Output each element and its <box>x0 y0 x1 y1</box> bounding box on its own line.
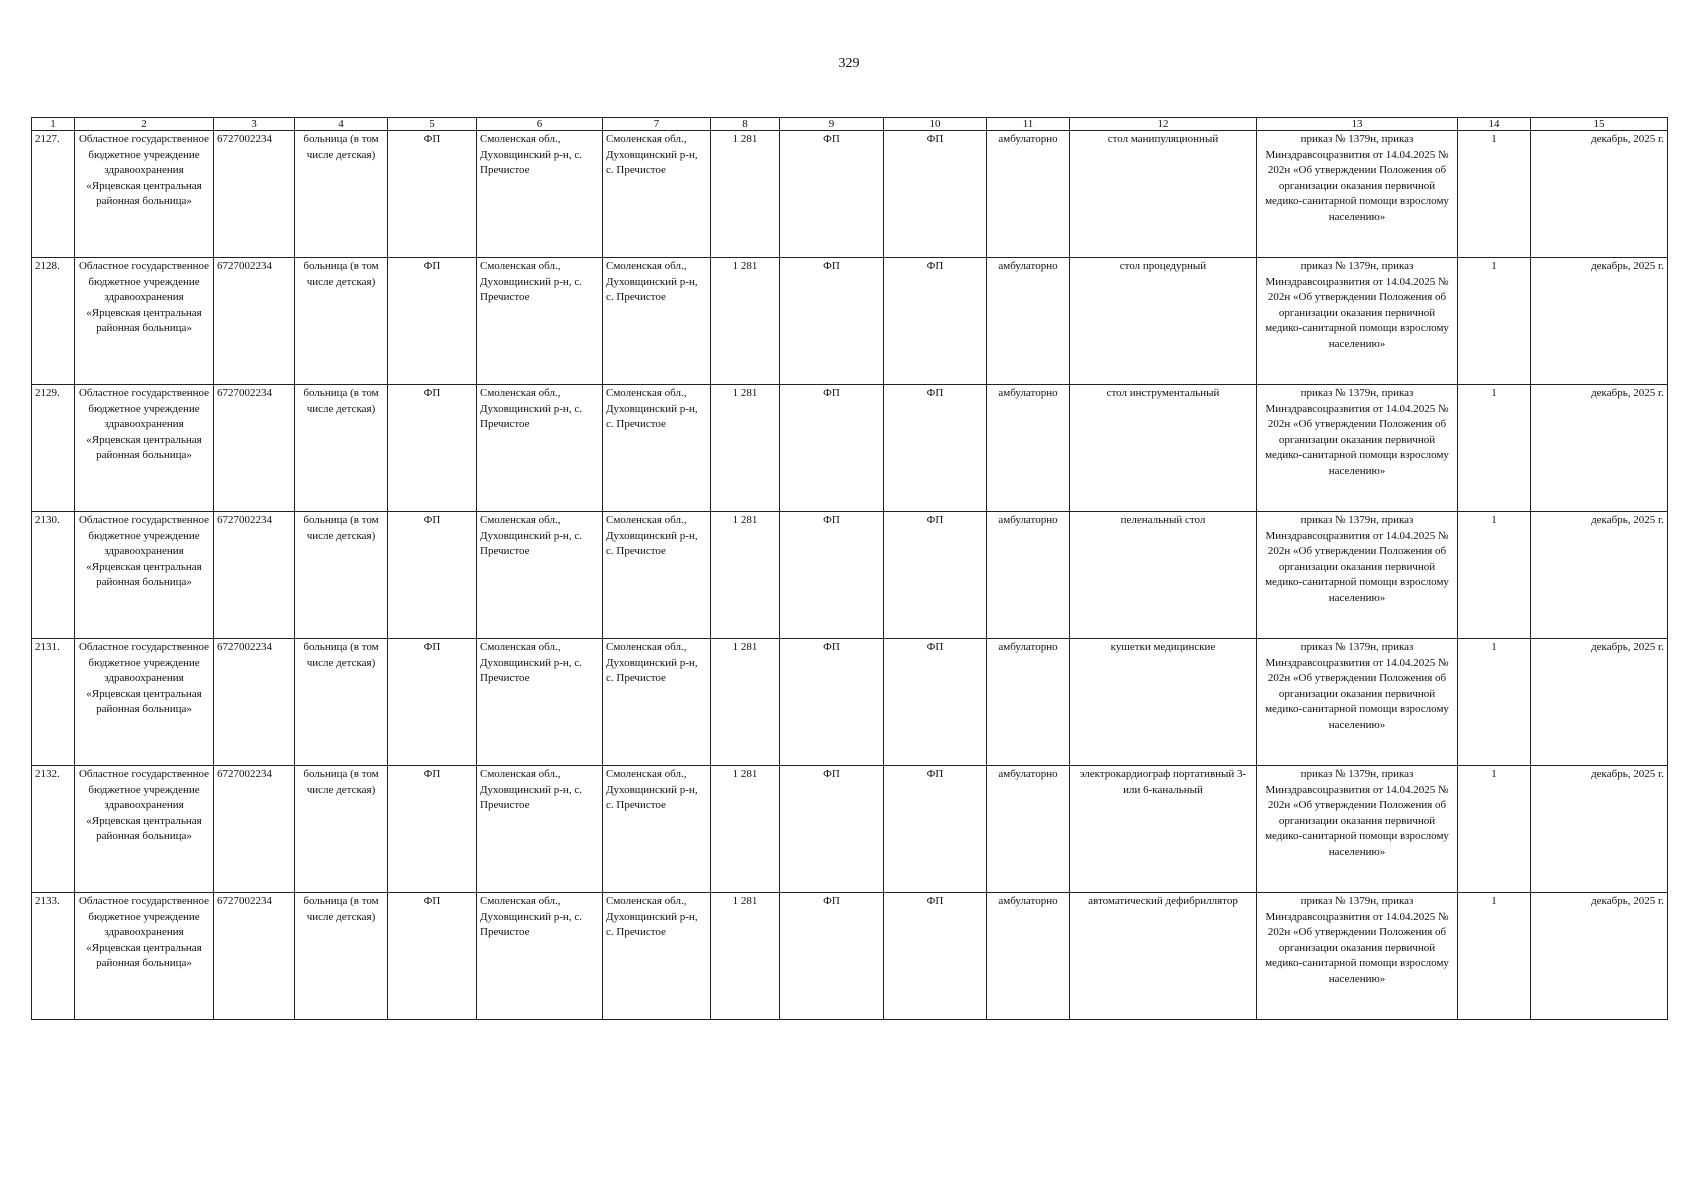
facility-type: больница (в том числе детская) <box>295 385 388 512</box>
column-9-value: ФП <box>780 893 884 1020</box>
row-number: 2128. <box>32 258 75 385</box>
inn: 6727002234 <box>214 639 295 766</box>
table-row <box>32 766 1668 893</box>
inn: 6727002234 <box>214 893 295 1020</box>
location: Смоленская обл., Духовщинский р-н, с. Пречистое <box>603 639 711 766</box>
care-form: амбулаторно <box>987 639 1070 766</box>
column-9-value: ФП <box>780 258 884 385</box>
organization-name: Областное государственное бюджетное учреждение здравоохранения «Ярцевская центральная районная больница» <box>75 258 214 385</box>
population: 1 281 <box>711 385 780 512</box>
column-number: 10 <box>884 118 987 131</box>
unit-type: ФП <box>388 258 477 385</box>
column-10-value: ФП <box>884 258 987 385</box>
column-10-value: ФП <box>884 893 987 1020</box>
inn: 6727002234 <box>214 766 295 893</box>
legal-basis: приказ № 1379н, приказ Минздравсоцразвития от 14.04.2025 № 202н «Об утверждении Положения об организации оказания первичной медико-санитарной помощи взрослому населению» <box>1257 385 1458 512</box>
organization-name: Областное государственное бюджетное учреждение здравоохранения «Ярцевская центральная районная больница» <box>75 893 214 1020</box>
column-number: 1 <box>32 118 75 131</box>
legal-basis: приказ № 1379н, приказ Минздравсоцразвития от 14.04.2025 № 202н «Об утверждении Положения об организации оказания первичной медико-санитарной помощи взрослому населению» <box>1257 893 1458 1020</box>
column-10-value: ФП <box>884 131 987 258</box>
deadline: декабрь, 2025 г. <box>1531 766 1668 893</box>
table-row <box>32 512 1668 639</box>
page-number: 329 <box>838 56 860 71</box>
equipment-name: кушетки медицинские <box>1070 639 1257 766</box>
care-form: амбулаторно <box>987 258 1070 385</box>
inn: 6727002234 <box>214 258 295 385</box>
address: Смоленская обл., Духовщинский р-н, с. Пречистое <box>477 385 603 512</box>
address: Смоленская обл., Духовщинский р-н, с. Пречистое <box>477 512 603 639</box>
population: 1 281 <box>711 766 780 893</box>
legal-basis: приказ № 1379н, приказ Минздравсоцразвития от 14.04.2025 № 202н «Об утверждении Положения об организации оказания первичной медико-санитарной помощи взрослому населению» <box>1257 639 1458 766</box>
column-9-value: ФП <box>780 131 884 258</box>
unit-type: ФП <box>388 131 477 258</box>
column-10-value: ФП <box>884 766 987 893</box>
row-number: 2127. <box>32 131 75 258</box>
unit-type: ФП <box>388 893 477 1020</box>
quantity: 1 <box>1458 385 1531 512</box>
table-row <box>32 131 1668 258</box>
equipment-name: пеленальный стол <box>1070 512 1257 639</box>
facility-type: больница (в том числе детская) <box>295 258 388 385</box>
deadline: декабрь, 2025 г. <box>1531 512 1668 639</box>
legal-basis: приказ № 1379н, приказ Минздравсоцразвития от 14.04.2025 № 202н «Об утверждении Положения об организации оказания первичной медико-санитарной помощи взрослому населению» <box>1257 258 1458 385</box>
deadline: декабрь, 2025 г. <box>1531 385 1668 512</box>
column-10-value: ФП <box>884 385 987 512</box>
address: Смоленская обл., Духовщинский р-н, с. Пречистое <box>477 766 603 893</box>
deadline: декабрь, 2025 г. <box>1531 131 1668 258</box>
quantity: 1 <box>1458 893 1531 1020</box>
location: Смоленская обл., Духовщинский р-н, с. Пречистое <box>603 258 711 385</box>
row-number: 2131. <box>32 639 75 766</box>
column-number: 5 <box>388 118 477 131</box>
column-9-value: ФП <box>780 385 884 512</box>
unit-type: ФП <box>388 766 477 893</box>
column-number: 9 <box>780 118 884 131</box>
deadline: декабрь, 2025 г. <box>1531 893 1668 1020</box>
organization-name: Областное государственное бюджетное учреждение здравоохранения «Ярцевская центральная районная больница» <box>75 131 214 258</box>
unit-type: ФП <box>388 639 477 766</box>
inn: 6727002234 <box>214 131 295 258</box>
column-9-value: ФП <box>780 512 884 639</box>
location: Смоленская обл., Духовщинский р-н, с. Пречистое <box>603 766 711 893</box>
row-number: 2130. <box>32 512 75 639</box>
population: 1 281 <box>711 131 780 258</box>
table-row <box>32 258 1668 385</box>
location: Смоленская обл., Духовщинский р-н, с. Пречистое <box>603 131 711 258</box>
table-row <box>32 385 1668 512</box>
care-form: амбулаторно <box>987 131 1070 258</box>
facility-type: больница (в том числе детская) <box>295 893 388 1020</box>
location: Смоленская обл., Духовщинский р-н, с. Пречистое <box>603 893 711 1020</box>
address: Смоленская обл., Духовщинский р-н, с. Пречистое <box>477 639 603 766</box>
care-form: амбулаторно <box>987 512 1070 639</box>
column-number: 11 <box>987 118 1070 131</box>
organization-name: Областное государственное бюджетное учреждение здравоохранения «Ярцевская центральная районная больница» <box>75 639 214 766</box>
population: 1 281 <box>711 258 780 385</box>
equipment-name: автоматический дефибриллятор <box>1070 893 1257 1020</box>
address: Смоленская обл., Духовщинский р-н, с. Пречистое <box>477 893 603 1020</box>
quantity: 1 <box>1458 258 1531 385</box>
quantity: 1 <box>1458 639 1531 766</box>
care-form: амбулаторно <box>987 385 1070 512</box>
organization-name: Областное государственное бюджетное учреждение здравоохранения «Ярцевская центральная районная больница» <box>75 766 214 893</box>
facility-type: больница (в том числе детская) <box>295 512 388 639</box>
legal-basis: приказ № 1379н, приказ Минздравсоцразвития от 14.04.2025 № 202н «Об утверждении Положения об организации оказания первичной медико-санитарной помощи взрослому населению» <box>1257 766 1458 893</box>
column-9-value: ФП <box>780 766 884 893</box>
facility-type: больница (в том числе детская) <box>295 639 388 766</box>
population: 1 281 <box>711 893 780 1020</box>
column-9-value: ФП <box>780 639 884 766</box>
legal-basis: приказ № 1379н, приказ Минздравсоцразвития от 14.04.2025 № 202н «Об утверждении Положения об организации оказания первичной медико-санитарной помощи взрослому населению» <box>1257 512 1458 639</box>
equipment-name: стол манипуляционный <box>1070 131 1257 258</box>
equipment-name: стол инструментальный <box>1070 385 1257 512</box>
column-number: 3 <box>214 118 295 131</box>
care-form: амбулаторно <box>987 893 1070 1020</box>
facility-type: больница (в том числе детская) <box>295 131 388 258</box>
organization-name: Областное государственное бюджетное учреждение здравоохранения «Ярцевская центральная районная больница» <box>75 512 214 639</box>
address: Смоленская обл., Духовщинский р-н, с. Пречистое <box>477 131 603 258</box>
location: Смоленская обл., Духовщинский р-н, с. Пречистое <box>603 512 711 639</box>
equipment-register-table <box>31 117 1668 1020</box>
equipment-name: стол процедурный <box>1070 258 1257 385</box>
population: 1 281 <box>711 512 780 639</box>
equipment-name: электрокардиограф портативный 3-или 6-канальный <box>1070 766 1257 893</box>
location: Смоленская обл., Духовщинский р-н, с. Пречистое <box>603 385 711 512</box>
organization-name: Областное государственное бюджетное учреждение здравоохранения «Ярцевская центральная районная больница» <box>75 385 214 512</box>
population: 1 281 <box>711 639 780 766</box>
inn: 6727002234 <box>214 512 295 639</box>
quantity: 1 <box>1458 766 1531 893</box>
row-number: 2132. <box>32 766 75 893</box>
unit-type: ФП <box>388 512 477 639</box>
unit-type: ФП <box>388 385 477 512</box>
column-number: 4 <box>295 118 388 131</box>
table-row <box>32 893 1668 1020</box>
care-form: амбулаторно <box>987 766 1070 893</box>
column-10-value: ФП <box>884 639 987 766</box>
column-number: 6 <box>477 118 603 131</box>
table-row <box>32 639 1668 766</box>
column-number: 15 <box>1531 118 1668 131</box>
address: Смоленская обл., Духовщинский р-н, с. Пречистое <box>477 258 603 385</box>
row-number: 2129. <box>32 385 75 512</box>
column-10-value: ФП <box>884 512 987 639</box>
column-number: 8 <box>711 118 780 131</box>
column-number: 13 <box>1257 118 1458 131</box>
quantity: 1 <box>1458 512 1531 639</box>
facility-type: больница (в том числе детская) <box>295 766 388 893</box>
column-number-row <box>32 118 1668 131</box>
deadline: декабрь, 2025 г. <box>1531 639 1668 766</box>
quantity: 1 <box>1458 131 1531 258</box>
column-number: 7 <box>603 118 711 131</box>
column-number: 2 <box>75 118 214 131</box>
inn: 6727002234 <box>214 385 295 512</box>
deadline: декабрь, 2025 г. <box>1531 258 1668 385</box>
legal-basis: приказ № 1379н, приказ Минздравсоцразвития от 14.04.2025 № 202н «Об утверждении Положения об организации оказания первичной медико-санитарной помощи взрослому населению» <box>1257 131 1458 258</box>
column-number: 14 <box>1458 118 1531 131</box>
row-number: 2133. <box>32 893 75 1020</box>
column-number: 12 <box>1070 118 1257 131</box>
